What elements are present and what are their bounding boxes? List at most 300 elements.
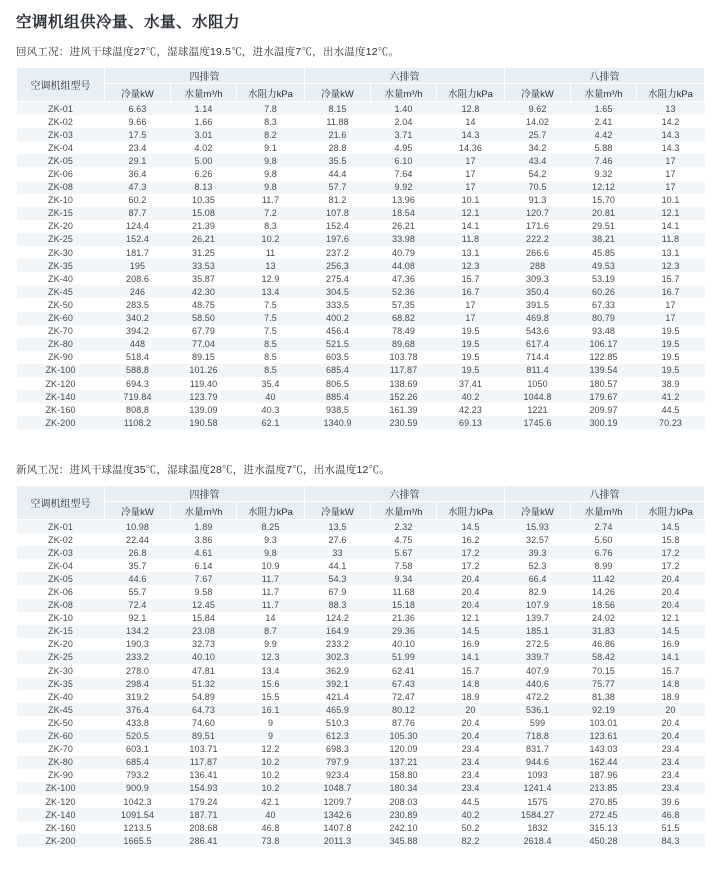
cell-value: 11.42 xyxy=(571,572,637,585)
cooling-capacity-table-return-air xyxy=(16,67,705,429)
cell-value: 900.9 xyxy=(105,782,171,795)
cell-value: 272.5 xyxy=(505,638,571,651)
cell-model: ZK-45 xyxy=(17,285,105,298)
table-header-sub-row xyxy=(17,84,705,102)
cell-value: 23.4 xyxy=(637,782,705,795)
cell-value: 315.13 xyxy=(571,821,637,834)
cell-value: 60.2 xyxy=(105,194,171,207)
cell-value: 11.68 xyxy=(371,585,437,598)
cell-value: 1.65 xyxy=(571,102,637,116)
cell-value: 4.02 xyxy=(171,141,237,154)
table-row xyxy=(17,154,705,167)
cell-value: 518.4 xyxy=(105,351,171,364)
cell-value: 19.5 xyxy=(637,351,705,364)
cell-value: 283.5 xyxy=(105,298,171,311)
cell-value: 808.8 xyxy=(105,403,171,416)
cell-value: 5.60 xyxy=(571,533,637,546)
cell-model: ZK-10 xyxy=(17,612,105,625)
cell-value: 19.5 xyxy=(437,325,505,338)
cell-value: 33 xyxy=(305,546,371,559)
cell-value: 213.85 xyxy=(571,782,637,795)
cell-value: 24.02 xyxy=(571,612,637,625)
cell-model: ZK-01 xyxy=(17,520,105,534)
cell-value: 89.51 xyxy=(171,730,237,743)
cell-value: 2.32 xyxy=(371,520,437,534)
cell-value: 16.1 xyxy=(237,703,305,716)
cell-value: 7.64 xyxy=(371,167,437,180)
cell-value: 472.2 xyxy=(505,690,571,703)
table-row xyxy=(17,677,705,690)
cell-value: 12.3 xyxy=(437,259,505,272)
cell-model: ZK-06 xyxy=(17,585,105,598)
cell-value: 242.10 xyxy=(371,821,437,834)
table-row xyxy=(17,599,705,612)
cell-value: 195 xyxy=(105,259,171,272)
table-row xyxy=(17,638,705,651)
cell-value: 20.81 xyxy=(571,207,637,220)
cell-value: 394.2 xyxy=(105,325,171,338)
cell-model: ZK-120 xyxy=(17,377,105,390)
cell-value: 685.4 xyxy=(305,364,371,377)
cell-value: 42.1 xyxy=(237,795,305,808)
cell-value: 44.5 xyxy=(437,795,505,808)
cell-value: 1342.6 xyxy=(305,808,371,821)
cell-model: ZK-05 xyxy=(17,154,105,167)
cell-value: 14.3 xyxy=(637,128,705,141)
cell-value: 80.79 xyxy=(571,312,637,325)
table-row xyxy=(17,194,705,207)
cell-model: ZK-15 xyxy=(17,625,105,638)
cell-value: 275.4 xyxy=(305,272,371,285)
cell-value: 180.34 xyxy=(371,782,437,795)
cell-value: 9.58 xyxy=(171,585,237,598)
cell-value: 67.33 xyxy=(571,298,637,311)
table-row xyxy=(17,220,705,233)
cell-value: 51.99 xyxy=(371,651,437,664)
cell-model: ZK-25 xyxy=(17,233,105,246)
cell-value: 16.7 xyxy=(637,285,705,298)
cell-value: 3.71 xyxy=(371,128,437,141)
cell-value: 17.2 xyxy=(637,559,705,572)
header-waterresist-4: 水阻力kPa xyxy=(237,502,305,520)
cell-value: 185.1 xyxy=(505,625,571,638)
cell-value: 14.1 xyxy=(437,220,505,233)
cell-value: 304.5 xyxy=(305,285,371,298)
cell-value: 6.14 xyxy=(171,559,237,572)
cell-value: 46.8 xyxy=(637,808,705,821)
cell-value: 11 xyxy=(237,246,305,259)
cell-value: 9.34 xyxy=(371,572,437,585)
table-row xyxy=(17,782,705,795)
cell-value: 3.86 xyxy=(171,533,237,546)
cell-value: 1091.54 xyxy=(105,808,171,821)
header-waterflow-4: 水量m³/h xyxy=(171,84,237,102)
cell-value: 143.03 xyxy=(571,743,637,756)
cell-value: 89.68 xyxy=(371,338,437,351)
cell-value: 158.80 xyxy=(371,769,437,782)
cell-value: 12.3 xyxy=(237,651,305,664)
cell-value: 35.4 xyxy=(237,377,305,390)
header-waterflow-6: 水量m³/h xyxy=(371,84,437,102)
cell-model: ZK-20 xyxy=(17,638,105,651)
cell-value: 40.79 xyxy=(371,246,437,259)
cell-value: 26.21 xyxy=(171,233,237,246)
cell-value: 27.6 xyxy=(305,533,371,546)
cell-value: 46.8 xyxy=(237,821,305,834)
cell-value: 456.4 xyxy=(305,325,371,338)
cell-value: 152.4 xyxy=(305,220,371,233)
cell-value: 67.79 xyxy=(171,325,237,338)
cell-value: 134.2 xyxy=(105,625,171,638)
cell-value: 45.85 xyxy=(571,246,637,259)
cell-value: 12.3 xyxy=(637,259,705,272)
cell-value: 47.3 xyxy=(105,181,171,194)
cell-value: 29.51 xyxy=(571,220,637,233)
cell-value: 1213.5 xyxy=(105,821,171,834)
cell-value: 256.3 xyxy=(305,259,371,272)
cell-value: 54.89 xyxy=(171,690,237,703)
cell-value: 32.57 xyxy=(505,533,571,546)
cell-value: 1209.7 xyxy=(305,795,371,808)
cell-value: 19.5 xyxy=(437,364,505,377)
cell-value: 16.9 xyxy=(437,638,505,651)
header-waterresist-6: 水阻力kPa xyxy=(437,84,505,102)
cell-value: 139.7 xyxy=(505,612,571,625)
cell-value: 10.2 xyxy=(237,756,305,769)
cell-value: 9 xyxy=(237,716,305,729)
cell-value: 139.09 xyxy=(171,403,237,416)
cell-model: ZK-50 xyxy=(17,298,105,311)
cell-value: 400.2 xyxy=(305,312,371,325)
cell-value: 180.57 xyxy=(571,377,637,390)
cell-value: 885.4 xyxy=(305,390,371,403)
cell-value: 15.08 xyxy=(171,207,237,220)
cell-value: 19.5 xyxy=(637,325,705,338)
cell-value: 35.5 xyxy=(305,154,371,167)
cell-value: 340.2 xyxy=(105,312,171,325)
cell-value: 831.7 xyxy=(505,743,571,756)
cell-value: 14 xyxy=(437,115,505,128)
cell-value: 9.8 xyxy=(237,546,305,559)
cell-value: 37.41 xyxy=(437,377,505,390)
table-row xyxy=(17,834,705,847)
cell-value: 685.4 xyxy=(105,756,171,769)
cell-value: 117.87 xyxy=(371,364,437,377)
cell-value: 391.5 xyxy=(505,298,571,311)
cell-value: 164.9 xyxy=(305,625,371,638)
cell-value: 23.4 xyxy=(437,743,505,756)
cell-value: 222.2 xyxy=(505,233,571,246)
cell-value: 1584.27 xyxy=(505,808,571,821)
cell-value: 208.03 xyxy=(371,795,437,808)
cell-value: 49.53 xyxy=(571,259,637,272)
cell-value: 10.35 xyxy=(171,194,237,207)
cell-value: 17 xyxy=(637,167,705,180)
cell-value: 2.41 xyxy=(571,115,637,128)
cell-value: 4.42 xyxy=(571,128,637,141)
cell-value: 10.98 xyxy=(105,520,171,534)
cell-value: 1093 xyxy=(505,769,571,782)
cell-value: 14.36 xyxy=(437,141,505,154)
section-fresh-air xyxy=(16,460,704,847)
section-return-air xyxy=(16,42,704,429)
cell-value: 4.61 xyxy=(171,546,237,559)
cell-value: 21.36 xyxy=(371,612,437,625)
cell-value: 23.4 xyxy=(637,769,705,782)
cell-value: 8.3 xyxy=(237,220,305,233)
cell-value: 179.67 xyxy=(571,390,637,403)
cell-value: 1221 xyxy=(505,403,571,416)
cell-value: 32.73 xyxy=(171,638,237,651)
cell-value: 103.01 xyxy=(571,716,637,729)
cell-model: ZK-50 xyxy=(17,716,105,729)
cell-value: 72.4 xyxy=(105,599,171,612)
cell-value: 599 xyxy=(505,716,571,729)
table-row xyxy=(17,520,705,534)
cell-value: 58.50 xyxy=(171,312,237,325)
header-group-6row: 六排管 xyxy=(305,486,505,502)
cell-model: ZK-70 xyxy=(17,325,105,338)
cell-value: 521.5 xyxy=(305,338,371,351)
cell-model: ZK-06 xyxy=(17,167,105,180)
cell-value: 38.21 xyxy=(571,233,637,246)
cell-value: 14.5 xyxy=(437,625,505,638)
table-row xyxy=(17,351,705,364)
cell-value: 5.67 xyxy=(371,546,437,559)
cell-value: 9 xyxy=(237,730,305,743)
cell-value: 15.93 xyxy=(505,520,571,534)
cell-value: 75.77 xyxy=(571,677,637,690)
cell-model: ZK-04 xyxy=(17,141,105,154)
cell-value: 14.3 xyxy=(637,141,705,154)
cell-value: 20.4 xyxy=(637,599,705,612)
cell-value: 288 xyxy=(505,259,571,272)
header-waterresist-4: 水阻力kPa xyxy=(237,84,305,102)
cell-model: ZK-04 xyxy=(17,559,105,572)
cell-value: 68.82 xyxy=(371,312,437,325)
cell-value: 19.5 xyxy=(437,338,505,351)
cell-value: 7.58 xyxy=(371,559,437,572)
condition-label: 新风工况： xyxy=(16,464,70,476)
cell-value: 938.5 xyxy=(305,403,371,416)
cell-model: ZK-90 xyxy=(17,351,105,364)
cell-value: 107.9 xyxy=(505,599,571,612)
condition-text: 进风干球温度27℃，湿球温度19.5℃，进水温度7℃，出水温度12℃。 xyxy=(69,46,400,58)
cell-value: 4.75 xyxy=(371,533,437,546)
cell-value: 17 xyxy=(437,298,505,311)
cell-model: ZK-70 xyxy=(17,743,105,756)
cell-value: 23.4 xyxy=(637,756,705,769)
cell-model: ZK-03 xyxy=(17,128,105,141)
table-row xyxy=(17,651,705,664)
cell-value: 14.3 xyxy=(437,128,505,141)
cell-value: 10.2 xyxy=(237,782,305,795)
cell-value: 51.32 xyxy=(171,677,237,690)
cell-value: 300.19 xyxy=(571,416,637,429)
cell-value: 36.4 xyxy=(105,167,171,180)
cell-value: 14.1 xyxy=(637,651,705,664)
cell-value: 17 xyxy=(437,181,505,194)
header-waterresist-8: 水阻力kPa xyxy=(637,84,705,102)
cell-value: 510.3 xyxy=(305,716,371,729)
cell-value: 137.21 xyxy=(371,756,437,769)
table-row xyxy=(17,795,705,808)
cell-value: 20.4 xyxy=(437,599,505,612)
cell-value: 208.6 xyxy=(105,272,171,285)
cell-value: 23.4 xyxy=(105,141,171,154)
cell-value: 6.76 xyxy=(571,546,637,559)
cell-value: 123.61 xyxy=(571,730,637,743)
cell-value: 171.6 xyxy=(505,220,571,233)
cell-value: 33.98 xyxy=(371,233,437,246)
table-row xyxy=(17,690,705,703)
cell-value: 187.71 xyxy=(171,808,237,821)
cell-value: 81.2 xyxy=(305,194,371,207)
cell-value: 1832 xyxy=(505,821,571,834)
cell-value: 603.5 xyxy=(305,351,371,364)
cell-value: 694.3 xyxy=(105,377,171,390)
cell-value: 9.32 xyxy=(571,167,637,180)
cell-value: 7.5 xyxy=(237,325,305,338)
cell-value: 230.59 xyxy=(371,416,437,429)
cell-value: 7.46 xyxy=(571,154,637,167)
cell-value: 806.5 xyxy=(305,377,371,390)
cell-value: 57.35 xyxy=(371,298,437,311)
cell-model: ZK-160 xyxy=(17,403,105,416)
cell-value: 138.69 xyxy=(371,377,437,390)
cell-model: ZK-20 xyxy=(17,220,105,233)
cell-model: ZK-140 xyxy=(17,808,105,821)
cell-value: 69.13 xyxy=(437,416,505,429)
cell-value: 272.45 xyxy=(571,808,637,821)
cell-value: 80.12 xyxy=(371,703,437,716)
cell-value: 9.9 xyxy=(237,638,305,651)
cell-value: 161.39 xyxy=(371,403,437,416)
cell-value: 11.7 xyxy=(237,585,305,598)
cell-value: 469.8 xyxy=(505,312,571,325)
cell-model: ZK-140 xyxy=(17,390,105,403)
table-row xyxy=(17,756,705,769)
cell-value: 120.7 xyxy=(505,207,571,220)
cell-value: 117.87 xyxy=(171,756,237,769)
cell-value: 33.53 xyxy=(171,259,237,272)
cell-model: ZK-80 xyxy=(17,338,105,351)
cell-value: 50.2 xyxy=(437,821,505,834)
cell-value: 9.1 xyxy=(237,141,305,154)
cell-value: 15.84 xyxy=(171,612,237,625)
cell-value: 54.3 xyxy=(305,572,371,585)
cell-value: 16.2 xyxy=(437,533,505,546)
cell-value: 13.96 xyxy=(371,194,437,207)
cell-value: 23.4 xyxy=(437,756,505,769)
cell-value: 11.7 xyxy=(237,572,305,585)
table-body-return-air xyxy=(17,102,705,430)
cell-value: 2.74 xyxy=(571,520,637,534)
cell-value: 62.1 xyxy=(237,416,305,429)
cell-value: 91.3 xyxy=(505,194,571,207)
cell-value: 58.42 xyxy=(571,651,637,664)
cell-value: 8.5 xyxy=(237,338,305,351)
cell-value: 9.8 xyxy=(237,154,305,167)
table-row xyxy=(17,233,705,246)
table-row xyxy=(17,743,705,756)
cell-value: 3.01 xyxy=(171,128,237,141)
cell-value: 20 xyxy=(637,703,705,716)
cell-value: 6.10 xyxy=(371,154,437,167)
cell-value: 793.2 xyxy=(105,769,171,782)
cell-value: 11.7 xyxy=(237,194,305,207)
cell-value: 44.5 xyxy=(637,403,705,416)
cell-value: 278.0 xyxy=(105,664,171,677)
cell-value: 87.7 xyxy=(105,207,171,220)
cell-value: 944.6 xyxy=(505,756,571,769)
cell-value: 17.5 xyxy=(105,128,171,141)
condition-label: 回风工况： xyxy=(16,46,70,58)
cell-value: 15.6 xyxy=(237,677,305,690)
cell-value: 74.60 xyxy=(171,716,237,729)
cell-value: 14.5 xyxy=(637,520,705,534)
cell-value: 29.36 xyxy=(371,625,437,638)
cell-value: 81.38 xyxy=(571,690,637,703)
cell-value: 13 xyxy=(637,102,705,116)
cell-value: 13.1 xyxy=(637,246,705,259)
cell-value: 17 xyxy=(437,167,505,180)
cell-value: 11.8 xyxy=(637,233,705,246)
cell-value: 136.41 xyxy=(171,769,237,782)
cell-value: 8.15 xyxy=(305,102,371,116)
cell-value: 617.4 xyxy=(505,338,571,351)
cell-value: 718.8 xyxy=(505,730,571,743)
cell-value: 1.14 xyxy=(171,102,237,116)
cell-value: 106.17 xyxy=(571,338,637,351)
cell-value: 2.04 xyxy=(371,115,437,128)
cell-value: 14.1 xyxy=(637,220,705,233)
cell-value: 603.1 xyxy=(105,743,171,756)
cell-value: 1241.4 xyxy=(505,782,571,795)
cell-value: 16.7 xyxy=(437,285,505,298)
condition-line xyxy=(16,460,704,478)
cell-value: 152.26 xyxy=(371,390,437,403)
cell-value: 35.87 xyxy=(171,272,237,285)
cell-value: 14.02 xyxy=(505,115,571,128)
cell-value: 362.9 xyxy=(305,664,371,677)
cell-value: 78.49 xyxy=(371,325,437,338)
cell-value: 73.8 xyxy=(237,834,305,847)
cell-value: 122.85 xyxy=(571,351,637,364)
table-row xyxy=(17,102,705,116)
header-model: 空调机组型号 xyxy=(17,68,105,102)
cell-value: 1042.3 xyxy=(105,795,171,808)
table-row xyxy=(17,325,705,338)
cell-value: 21.39 xyxy=(171,220,237,233)
page-title: 空调机组供冷量、水量、水阻力 xyxy=(16,14,241,31)
cell-value: 17.2 xyxy=(437,546,505,559)
cell-value: 60.26 xyxy=(571,285,637,298)
table-row xyxy=(17,298,705,311)
table-row xyxy=(17,128,705,141)
cell-value: 1050 xyxy=(505,377,571,390)
cell-value: 103.71 xyxy=(171,743,237,756)
cell-value: 1.40 xyxy=(371,102,437,116)
cell-value: 698.3 xyxy=(305,743,371,756)
cell-model: ZK-45 xyxy=(17,703,105,716)
cell-value: 10.9 xyxy=(237,559,305,572)
table-row xyxy=(17,533,705,546)
cell-value: 82.9 xyxy=(505,585,571,598)
cell-value: 84.3 xyxy=(637,834,705,847)
cell-value: 350.4 xyxy=(505,285,571,298)
cell-value: 105.30 xyxy=(371,730,437,743)
